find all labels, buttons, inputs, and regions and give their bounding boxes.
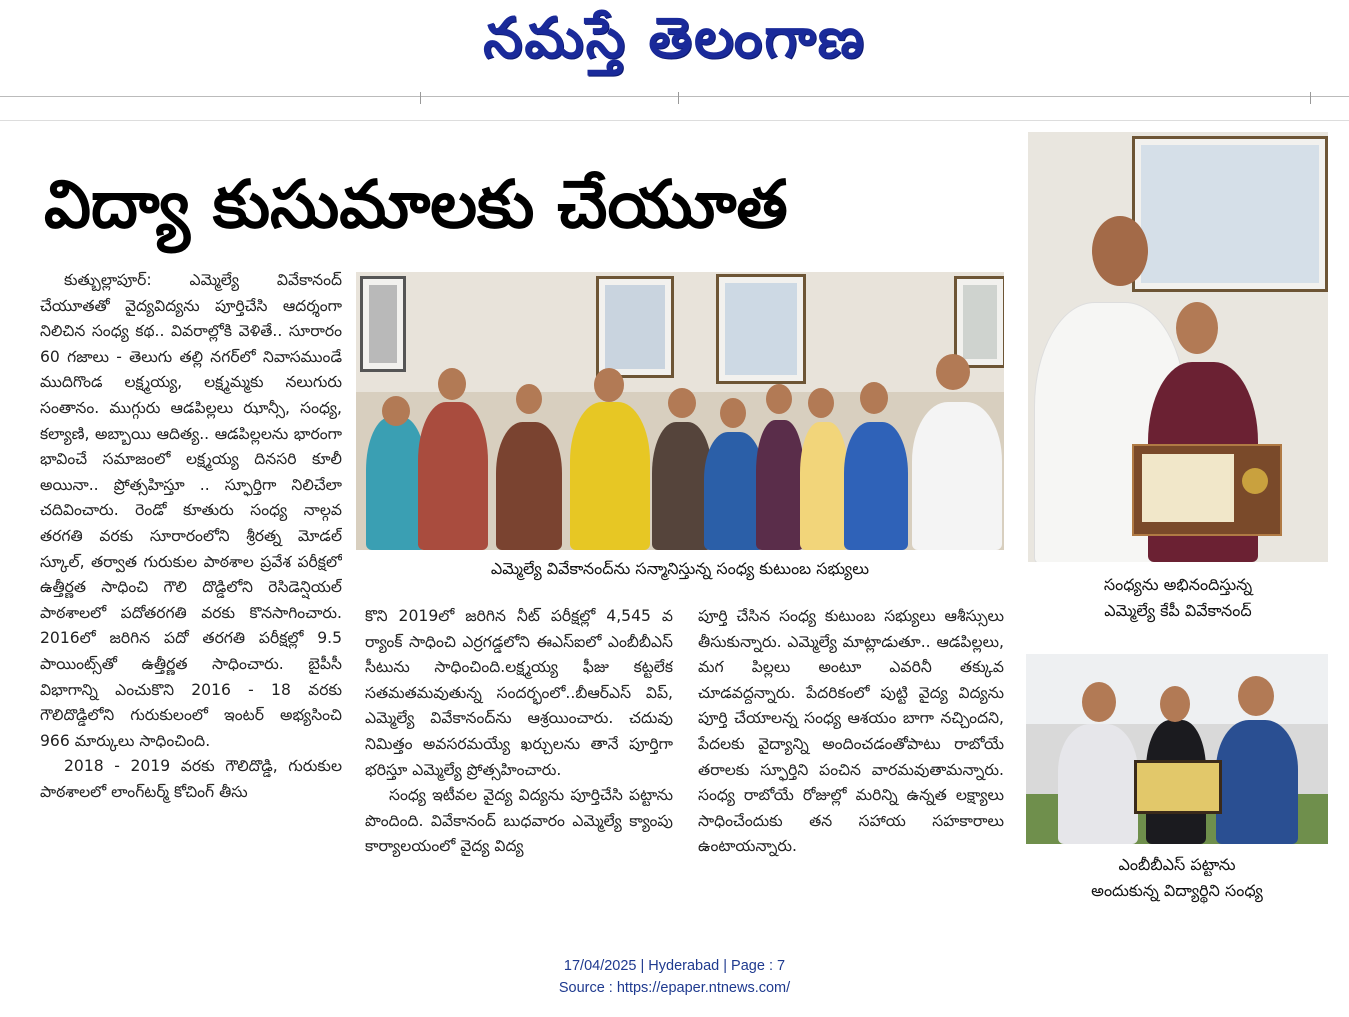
person — [1058, 724, 1138, 844]
article-column-2 — [365, 604, 673, 910]
person-head — [720, 398, 746, 428]
caption-line: సంధ్యను అభినందిస్తున్న — [1103, 575, 1253, 594]
article-column-3 — [698, 604, 1004, 910]
caption-line: ఎమ్మెల్యే కేపీ వివేకానంద్ — [1104, 601, 1252, 620]
person-head — [1176, 302, 1218, 354]
article-column-1 — [40, 268, 342, 908]
person-head — [860, 382, 888, 414]
certificate-paper — [1142, 454, 1234, 522]
caption-line: అందుకున్న విద్యార్థిని సంధ్య — [1091, 881, 1263, 900]
person — [704, 432, 764, 550]
article-headline: విద్యా కుసుమాలకు చేయూత — [44, 166, 788, 243]
rule-tick — [678, 92, 679, 104]
rule-tick — [1310, 92, 1311, 104]
right-top-photo — [1028, 132, 1328, 562]
paragraph: సంధ్య ఇటీవల వైద్య విద్యను పూర్తిచేసి పట్టాను పొందింది. వివేకానంద్ బుధవారం ఎమ్మెల్యే క్యాంపు కార్యాలయంలో వైద్య విద్య — [365, 786, 673, 856]
person-head — [1238, 676, 1274, 716]
paragraph: పూర్తి చేసిన సంధ్య కుటుంబ సభ్యులు ఆశీస్సులు తీసుకున్నారు. ఎమ్మెల్యే మాట్లాడుతూ.. ఆడపిల్లలు, మగ పిల్లలు అంటూ ఎవరినీ తక్కువ చూడవద్దన్నారు. పేదరికంలో పుట్టి వైద్య విద్యను పూర్తి చేయాలన్న సంధ్య ఆశయం బాగా నచ్చిందని, పేదలకు వైద్యాన్ని అందించడంతోపాటు రాబోయే తరాలకు స్ఫూర్తిని పంచిన వారమవుతామన్నారు. సంధ్య రాబోయే రోజుల్లో మరిన్ని ఉన్నత లక్ష్యాలు సాధించేందుకు తన సహాయ సహకారాలు ఉంటాయన్నారు. — [698, 607, 1004, 856]
person — [496, 422, 562, 550]
person — [652, 422, 712, 550]
person — [912, 402, 1002, 550]
main-photo — [356, 272, 1004, 550]
header-rule-2 — [0, 120, 1349, 121]
person-head — [1160, 686, 1190, 722]
person-head — [1092, 216, 1148, 286]
person-head — [438, 368, 466, 400]
person-head — [594, 368, 624, 402]
rule-tick — [420, 92, 421, 104]
right-bottom-photo — [1026, 654, 1328, 844]
paragraph: కుత్బుల్లాపూర్: ఎమ్మెల్యే వివేకానంద్ చేయూతతో వైద్యవిద్యను పూర్తిచేసి ఆదర్శంగా నిలిచిన సంధ్య కథ.. వివరాల్లోకి వెళితే.. సూరారం 60 గజాలు - తెలుగు తల్లి నగర్‌లో నివాసముండే ముదిగొండ లక్ష్మయ్య, లక్ష్మమ్మకు నలుగురు సంతానం. ముగ్గురు ఆడపిల్లలు ఝాన్సీ, సంధ్య, కల్యాణి, అబ్బాయి ఆదిత్య.. ఆడపిల్లలను భారంగా భావించే సమాజంలో లక్ష్మయ్య దినసరి కూలీ అయినా.. ప్రోత్సహిస్తూ .. స్ఫూర్తిగా నిలిచేలా చదివించారు. రెండో కూతురు సంధ్య నాల్గవ తరగతి వరకు సూరారంలోని శ్రీరత్న మోడల్ స్కూల్, తర్వాత గురుకుల పాఠశాల ప్రవేశ పరీక్షలో ఉత్తీర్ణత సాధించి గౌలి దొడ్డిలోని రెసిడెన్షియల్ పాఠశాలలో పదోతరగతి వరకు కొనసాగించారు. 2016లో జరిగిన పదో తరగతి పరీక్షల్లో 9.5 పాయింట్స్‌తో ఉత్తీర్ణత సాధించారు. బైపీసీ విభాగాన్ని ఎంచుకొని 2016 - 18 వరకు గౌలిదొడ్డిలోని గురుకులంలో ఇంటర్ అభ్యసించి 966 మార్కులు సాధించింది. — [40, 271, 342, 750]
certificate — [1132, 444, 1282, 536]
person — [1216, 720, 1298, 844]
portrait-frame — [596, 276, 674, 378]
person-head — [516, 384, 542, 414]
paragraph: కొని 2019లో జరిగిన నీట్ పరీక్షల్లో 4,545 వ ర్యాంక్ సాధించి ఎర్రగడ్డలోని ఈఎస్ఐలో ఎంబీబీఎస్ సీటును సాధించింది.లక్ష్మయ్య ఫీజు కట్టలేక సతమతమవుతున్న సందర్భంలో..బీఆర్ఎస్ విప్, ఎమ్మెల్యే వివేకానంద్‌ను ఆశ్రయించారు. చదువు నిమిత్తం అవసరమయ్యే ఖర్చులను తానే పూర్తిగా భరిస్తూ ఎమ్మెల్యే ప్రోత్సహించారు. — [365, 607, 673, 779]
masthead — [0, 0, 1349, 90]
person — [844, 422, 908, 550]
portrait-frame — [716, 274, 806, 384]
portrait-frame — [360, 276, 406, 372]
person — [418, 402, 488, 550]
person — [366, 417, 426, 550]
portrait-frame — [1132, 136, 1328, 292]
person — [800, 422, 848, 550]
person — [570, 402, 650, 550]
person-head — [668, 388, 696, 418]
paragraph: 2018 - 2019 వరకు గౌలిదొడ్డి, గురుకుల పాఠశాలలో లాంగ్‌టర్మ్ కోచింగ్ తీసు — [40, 757, 342, 801]
footer-source-link[interactable]: Source : https://epaper.ntnews.com/ — [558, 980, 791, 996]
footer-date-line: 17/04/2025 | Hyderabad | Page : 7 — [563, 958, 786, 974]
person — [756, 420, 804, 550]
main-photo-caption: ఎమ్మెల్యే వివేకానంద్‌ను సన్మానిస్తున్న సంధ్య కుటుంబ సభ్యులు — [490, 559, 870, 578]
header-rule — [0, 96, 1349, 97]
medal-icon — [1242, 468, 1268, 494]
newspaper-logo: నమస్తే తెలంగాణ — [483, 6, 866, 71]
person-head — [766, 384, 792, 414]
certificate — [1134, 760, 1222, 814]
person-head — [1082, 682, 1116, 722]
person-head — [382, 396, 410, 426]
caption-line: ఎంబీబీఎస్ పట్టాను — [1118, 855, 1236, 874]
portrait-frame — [954, 276, 1004, 368]
right-bottom-caption — [1026, 852, 1328, 904]
right-top-caption — [1028, 572, 1328, 624]
person-head — [936, 354, 970, 390]
person-head — [808, 388, 834, 418]
